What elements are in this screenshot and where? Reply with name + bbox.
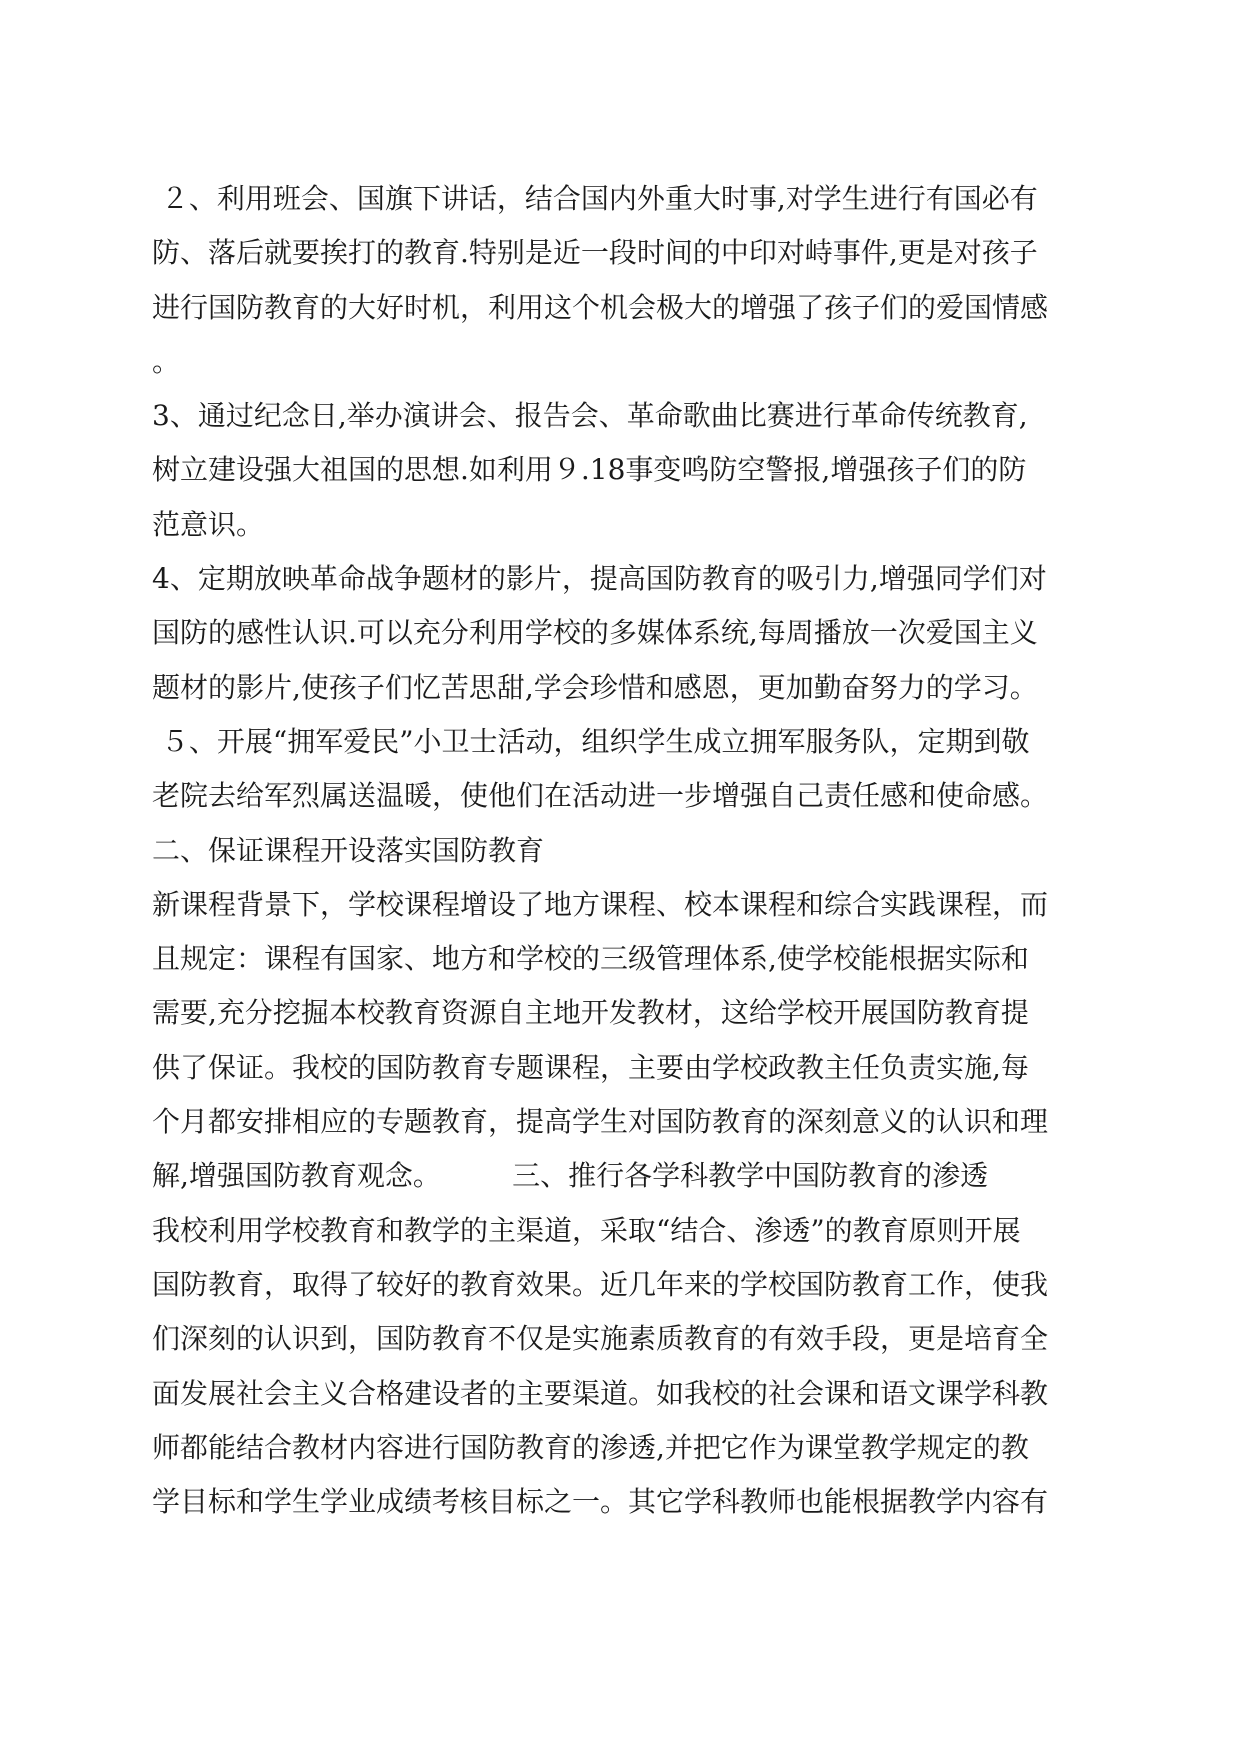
text-line: 范意识。 xyxy=(152,507,265,541)
text-line: 个月都安排相应的专题教育，提高学生对国防教育的深刻意义的认识和理 xyxy=(152,1105,1049,1139)
text-line: 且规定：课程有国家、地方和学校的三级管理体系,使学校能根据实际和 xyxy=(152,942,1029,976)
text-line: 老院去给军烈属送温暖，使他们在活动进一步增强自己责任感和使命感。 xyxy=(152,779,1049,813)
text-line: 需要,充分挖掘本校教育资源自主地开发教材，这给学校开展国防教育提 xyxy=(152,996,1029,1030)
text-line: 国防的感性认识.可以充分利用学校的多媒体系统,每周播放一次爱国主义 xyxy=(152,616,1038,650)
text-line: ５、开展“拥军爱民”小卫士活动，组织学生成立拥军服务队，定期到敬 xyxy=(152,724,1030,758)
text-line: 学目标和学生学业成绩考核目标之一。其它学科教师也能根据教学内容有 xyxy=(152,1485,1049,1519)
text-line: 面发展社会主义合格建设者的主要渠道。如我校的社会课和语文课学科教 xyxy=(152,1376,1049,1410)
text-line: 国防教育，取得了较好的教育效果。近几年来的学校国防教育工作，使我 xyxy=(152,1267,1049,1301)
text-line: 我校利用学校教育和教学的主渠道，采取“结合、渗透”的教育原则开展 xyxy=(152,1213,1021,1247)
text-line: ２、利用班会、国旗下讲话，结合国内外重大时事,对学生进行有国必有 xyxy=(152,182,1038,215)
text-line: 题材的影片,使孩子们忆苦思甜,学会珍惜和感恩，更加勤奋努力的学习。 xyxy=(152,670,1038,704)
text-line: 师都能结合教材内容进行国防教育的渗透,并把它作为课堂教学规定的教 xyxy=(152,1430,1029,1464)
text-line: 3、通过纪念日,举办演讲会、报告会、革命歌曲比赛进行革命传统教育, xyxy=(152,399,1028,433)
text-line: 新课程背景下，学校课程增设了地方课程、校本课程和综合实践课程，而 xyxy=(152,887,1049,921)
text-line: 供了保证。我校的国防教育专题课程，主要由学校政教主任负责实施,每 xyxy=(152,1050,1029,1084)
text-line: 进行国防教育的大好时机，利用这个机会极大的增强了孩子们的爱国情感 xyxy=(152,290,1049,324)
text-line: 。 xyxy=(152,344,181,378)
text-line: 树立建设强大祖国的思想.如利用９.18事变鸣防空警报,增强孩子们的防 xyxy=(152,453,1027,487)
text-line: 4、定期放映革命战争题材的影片，提高国防教育的吸引力,增强同学们对 xyxy=(152,562,1047,596)
section-heading: 二、保证课程开设落实国防教育 xyxy=(152,833,545,867)
text-line: 解,增强国防教育观念。 三、推行各学科教学中国防教育的渗透 xyxy=(152,1159,989,1193)
body-text xyxy=(152,172,1082,1529)
text-line: 们深刻的认识到，国防教育不仅是实施素质教育的有效手段，更是培育全 xyxy=(152,1322,1049,1356)
text-line: 防、落后就要挨打的教育.特别是近一段时间的中印对峙事件,更是对孩子 xyxy=(152,236,1038,270)
